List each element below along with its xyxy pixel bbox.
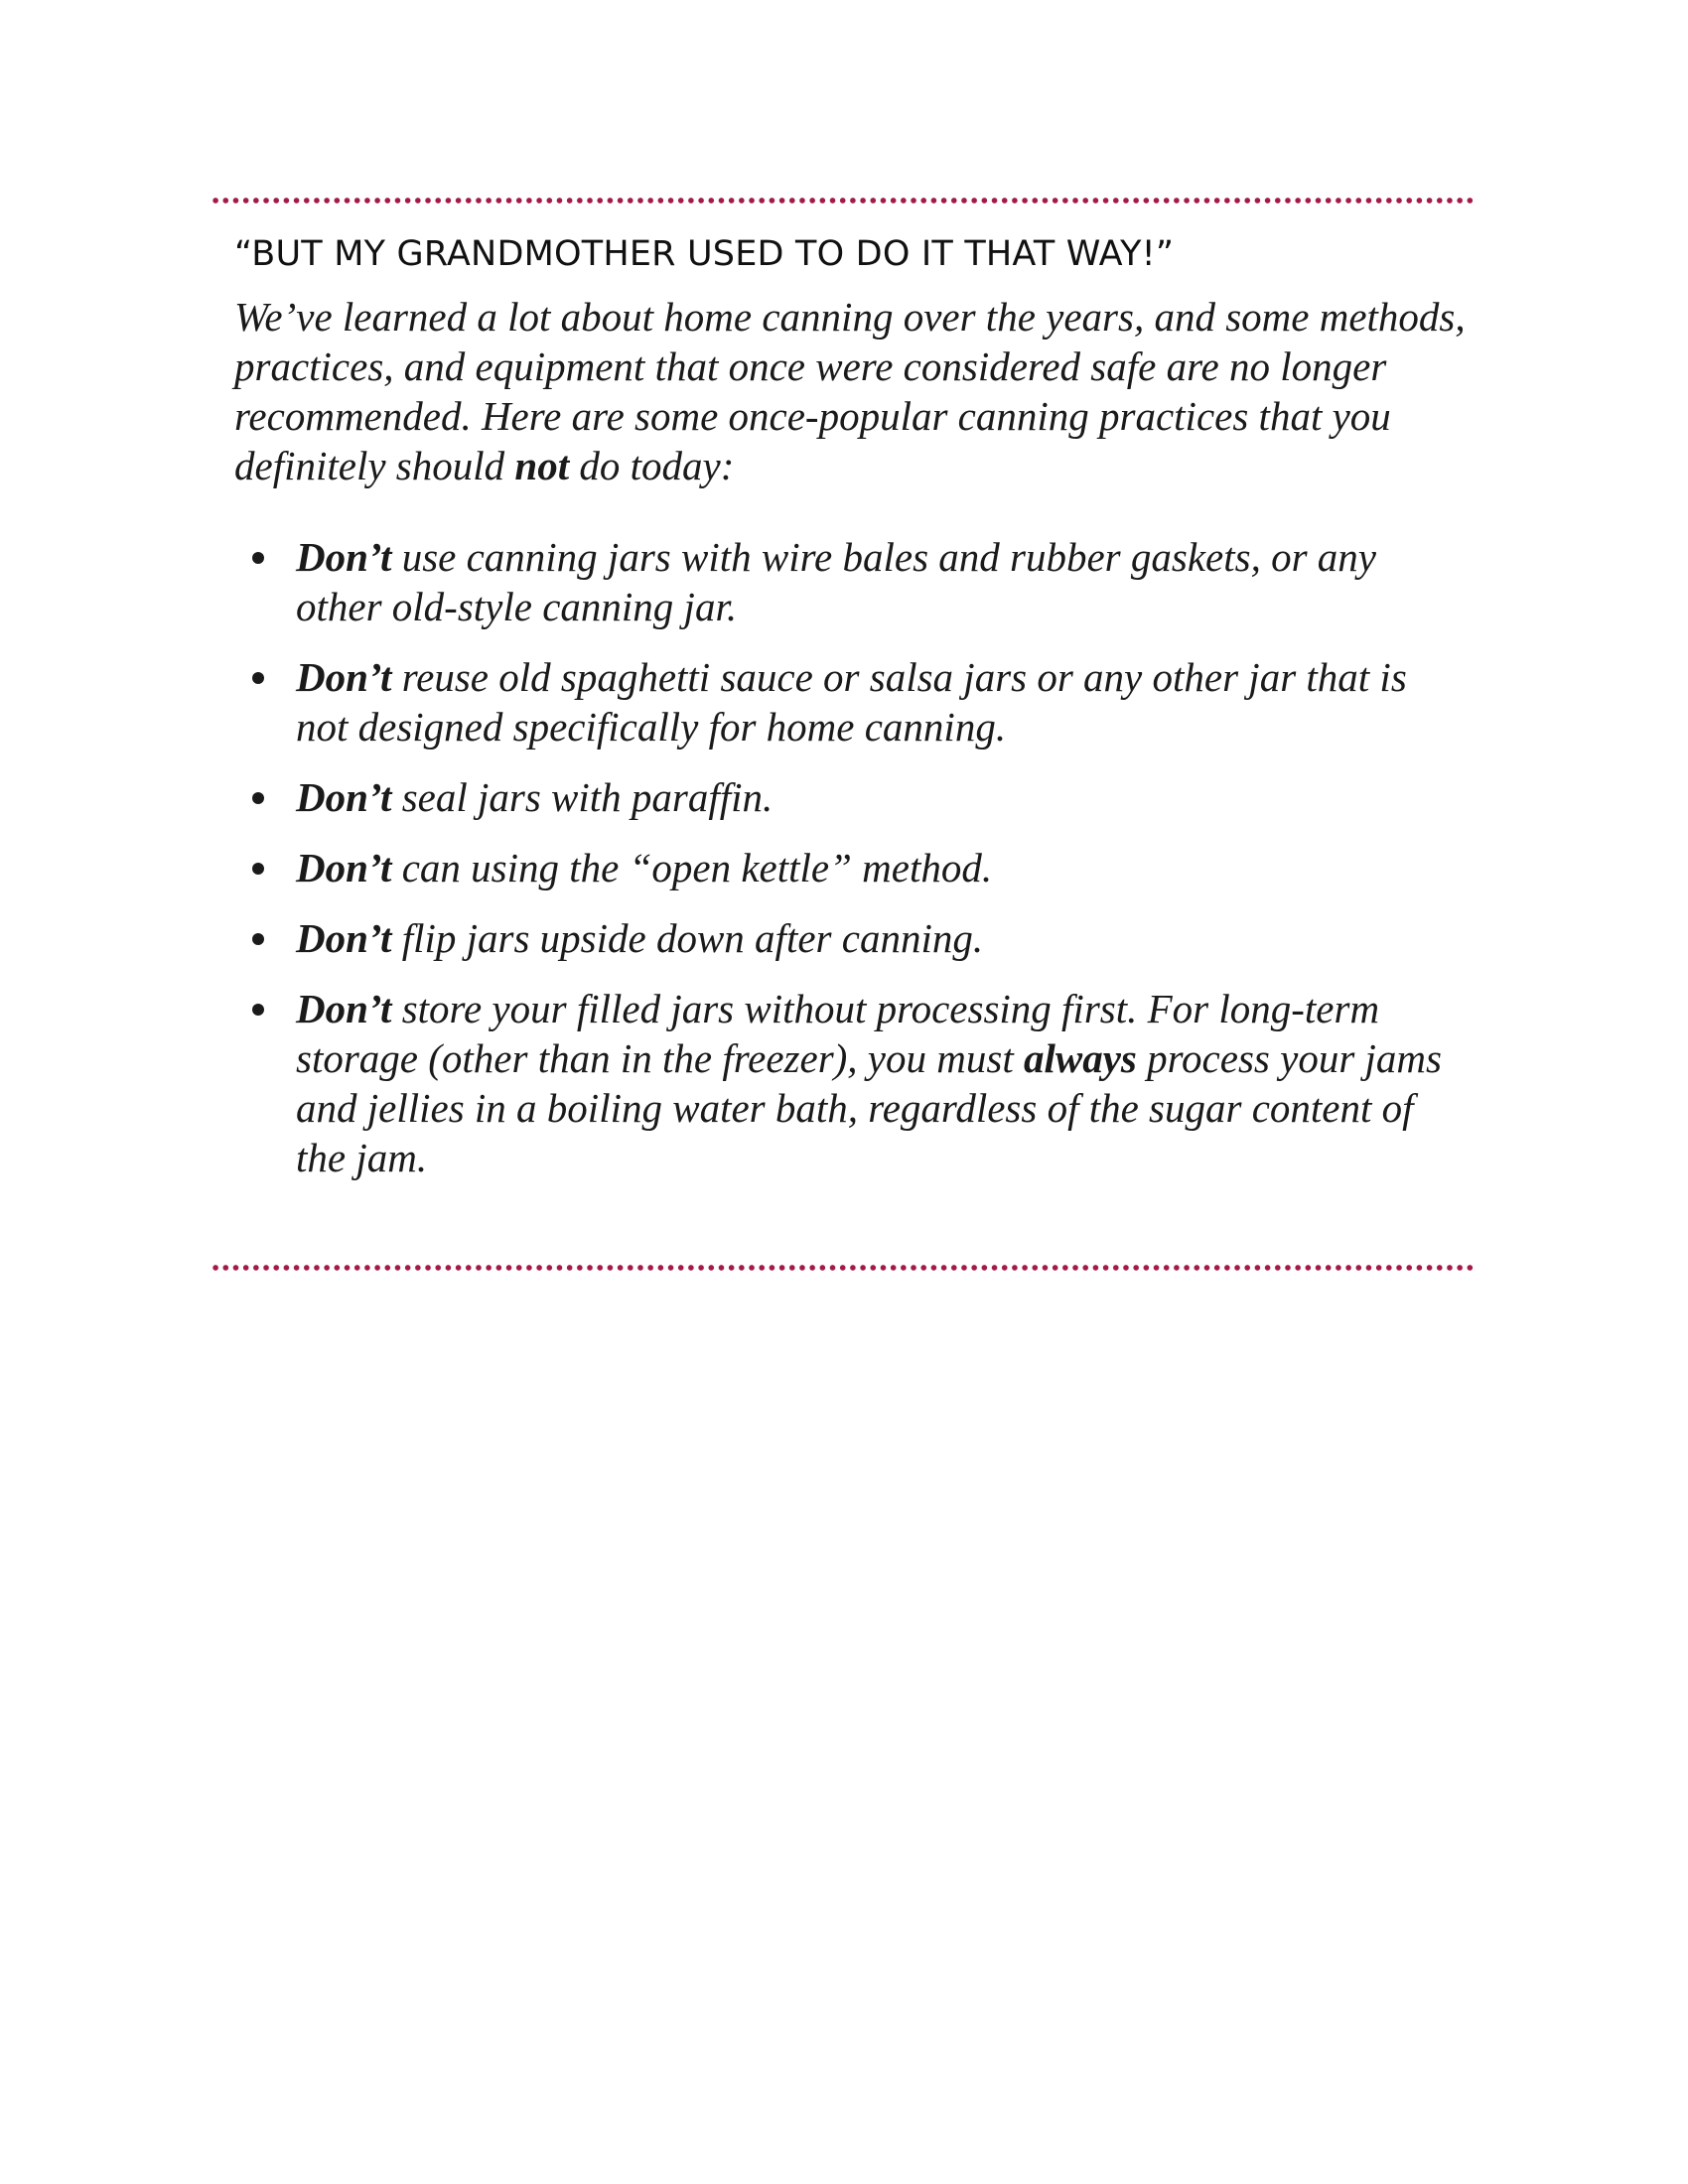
list-item [234, 984, 1466, 1182]
item-text: flip jars upside down after canning. [391, 915, 984, 961]
item-lead: Don’t [296, 654, 392, 700]
item-text: reuse old spaghetti sauce or salsa jars or any other jar that is not designed specifically for home canning. [296, 654, 1407, 750]
intro-text-after: do today: [569, 443, 735, 488]
list-item [234, 843, 1466, 892]
canning-sidebar-box [234, 226, 1466, 1203]
item-text: store your filled jars without processing first. For long-term storage (other than in the freezer), you must [296, 986, 1380, 1081]
item-text: use canning jars with wire bales and rubber gaskets, or any other old-style canning jar. [296, 534, 1376, 629]
bottom-dotted-divider [211, 1265, 1476, 1271]
list-item [234, 532, 1466, 631]
item-text-after: process your jams and jellies in a boiling water bath, regardless of the sugar content of the jam. [296, 1035, 1442, 1180]
list-item [234, 652, 1466, 751]
bullet-dot-icon [252, 863, 264, 875]
item-lead: Don’t [296, 986, 392, 1031]
item-lead: Don’t [296, 774, 392, 820]
intro-text-before: We’ve learned a lot about home canning over the years, and some methods, practices, and equipment that once were considered safe are no longer recommended. Here are some once-popular canning practices that you definitely should [234, 294, 1466, 488]
item-emphasis: always [1023, 1035, 1137, 1081]
donts-list [234, 532, 1466, 1182]
bullet-dot-icon [252, 672, 264, 684]
item-lead: Don’t [296, 915, 392, 961]
bullet-dot-icon [252, 792, 264, 804]
list-item [234, 772, 1466, 822]
bullet-dot-icon [252, 1004, 264, 1016]
item-lead: Don’t [296, 534, 392, 580]
bullet-dot-icon [252, 933, 264, 945]
item-text: can using the “open kettle” method. [391, 845, 993, 890]
top-dotted-divider [211, 198, 1476, 204]
intro-emphasis: not [514, 443, 570, 488]
intro-paragraph [234, 292, 1466, 490]
bullet-dot-icon [252, 552, 264, 564]
sidebar-title: “BUT MY GRANDMOTHER USED TO DO IT THAT WAY!” [234, 234, 1175, 274]
item-lead: Don’t [296, 845, 392, 890]
item-text: seal jars with paraffin. [391, 774, 774, 820]
list-item [234, 913, 1466, 963]
